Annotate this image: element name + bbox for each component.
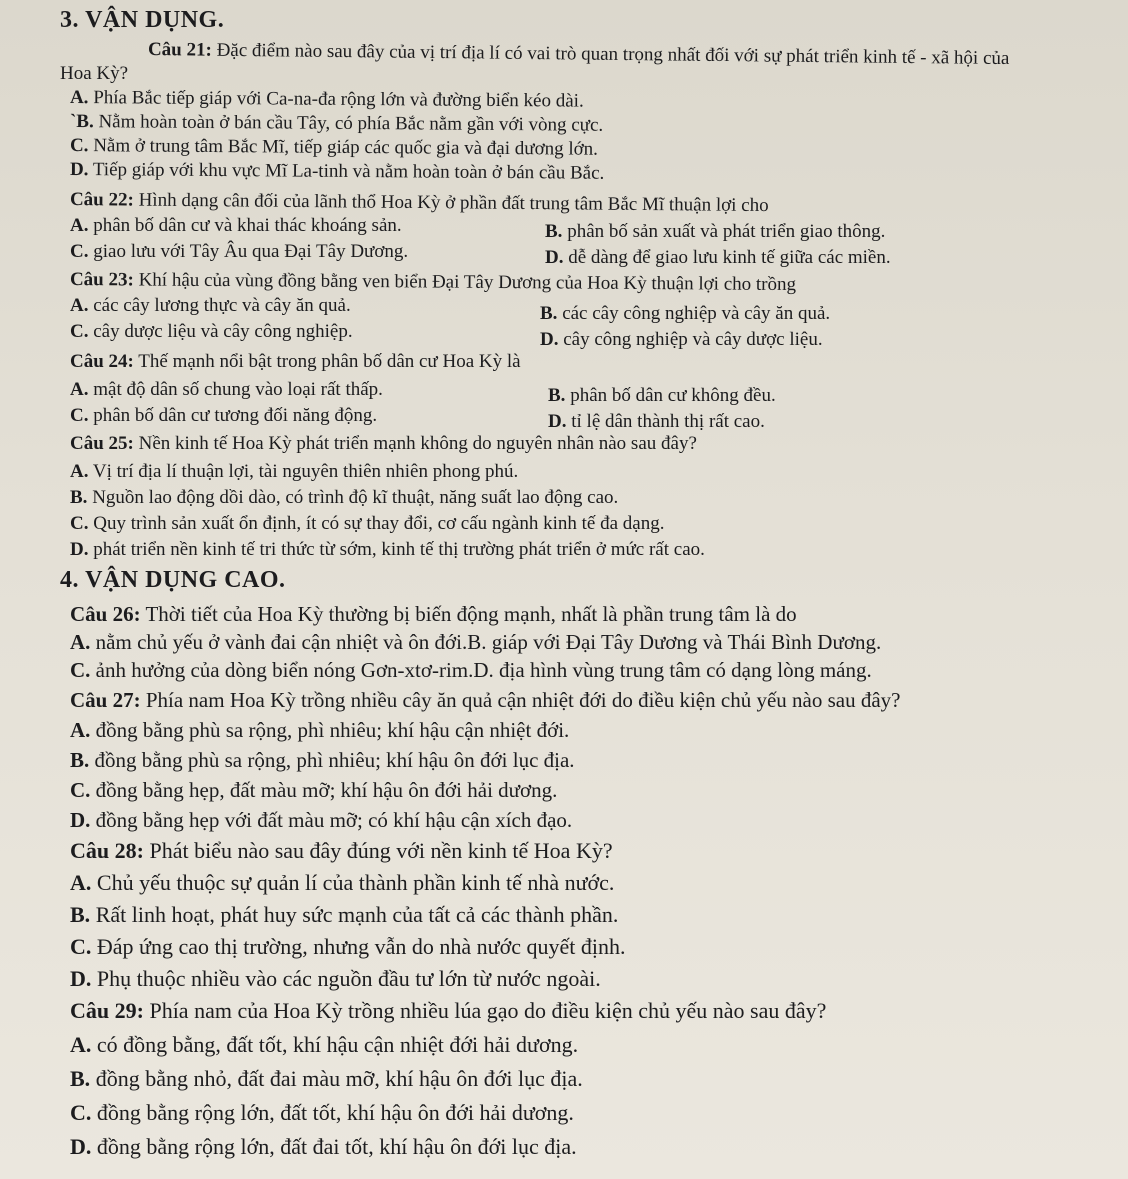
question-22-stem — [70, 190, 769, 215]
option-c: C. Đáp ứng cao thị trường, nhưng vẫn do nhà nước quyết định. — [70, 934, 626, 959]
option-letter: C. — [70, 1100, 92, 1125]
option-letter: A. — [70, 870, 92, 895]
option-letter: C. — [70, 405, 89, 426]
question-text: Đặc điểm nào sau đây của vị trí địa lí có vai trò quan trọng nhất đối với sự phát triển kinh tế - xã hội của — [211, 39, 1010, 70]
option-letter: C. — [70, 513, 89, 534]
option-letter: A. — [70, 718, 91, 742]
option-letter: C. — [70, 658, 91, 682]
option-a: A. có đồng bằng, đất tốt, khí hậu cận nhiệt đới hải dương. — [70, 1032, 579, 1057]
option-b: B. Rất linh hoạt, phát huy sức mạnh của tất cả các thành phần. — [70, 902, 619, 927]
option-letter: `B. — [69, 111, 94, 133]
question-label: Câu 26: — [70, 602, 141, 626]
option-d: D. cây công nghiệp và cây dược liệu. — [540, 329, 823, 350]
question-27-stem — [70, 690, 900, 711]
option-c: C. Nằm ở trung tâm Bắc Mĩ, tiếp giáp các quốc gia và đại dương lớn. — [69, 135, 599, 160]
question-29-stem — [70, 1000, 826, 1022]
question-21-stem-cont: Hoa Kỳ? — [60, 63, 129, 84]
option-letter: C. — [70, 934, 92, 959]
question-label: Câu 28: — [70, 838, 144, 863]
option-d: D. tỉ lệ dân thành thị rất cao. — [548, 411, 765, 432]
question-text: Nền kinh tế Hoa Kỳ phát triển mạnh không do nguyên nhân nào sau đây? — [133, 433, 697, 454]
option-c: C. đồng bằng rộng lớn, đất tốt, khí hậu ôn đới hải dương. — [70, 1100, 574, 1125]
option-d: D. phát triển nền kinh tế tri thức từ sớm, kinh tế thị trường phát triển ở mức rất cao. — [70, 539, 705, 560]
option-letter: B. — [70, 1066, 91, 1091]
option-d: D. Phụ thuộc nhiều vào các nguồn đầu tư lớn từ nước ngoài. — [70, 966, 601, 991]
option-b: `B. Nằm hoàn toàn ở bán cầu Tây, có phía Bắc nằm gần với vòng cực. — [69, 111, 604, 136]
option-c: C. cây dược liệu và cây công nghiệp. — [70, 321, 353, 342]
option-letter: A. — [70, 461, 89, 482]
option-letter: B. — [548, 385, 566, 406]
option-letter: A. — [70, 215, 89, 236]
question-text: Phát biểu nào sau đây đúng với nền kinh tế Hoa Kỳ? — [143, 838, 613, 863]
option-letter: D. — [548, 411, 567, 432]
option-letter: A. — [69, 87, 89, 109]
option-letter: B. — [70, 487, 88, 508]
option-letter: D. — [70, 966, 92, 991]
question-label: Câu 21: — [147, 39, 212, 61]
option-d: D. dễ dàng để giao lưu kinh tế giữa các miền. — [545, 247, 891, 268]
option-letter: D. — [545, 247, 564, 268]
option-letter: C. — [69, 135, 89, 157]
question-text: Khí hậu của vùng đồng bằng ven biển Đại Tây Dương của Hoa Kỳ thuận lợi cho trồng — [133, 269, 797, 296]
option-a: A. đồng bằng phù sa rộng, phì nhiêu; khí hậu cận nhiệt đới. — [70, 718, 570, 742]
section-heading: 4. VẬN DỤNG CAO. — [60, 567, 286, 593]
question-28-stem — [70, 840, 613, 862]
option-letter: A. — [70, 630, 91, 654]
option-c: C. giao lưu với Tây Âu qua Đại Tây Dương. — [70, 241, 409, 262]
option-letter: A. — [70, 1032, 92, 1057]
section-heading: 3. VẬN DỤNG. — [60, 7, 225, 33]
option-letter: A. — [70, 379, 89, 400]
question-label: Câu 22: — [69, 189, 134, 211]
option-b: B. Nguồn lao động dồi dào, có trình độ kĩ thuật, năng suất lao động cao. — [70, 487, 619, 508]
option-letter: D. — [70, 808, 91, 832]
question-label: Câu 29: — [70, 998, 144, 1023]
option-letter: C. — [70, 321, 89, 342]
options-c-d: C. ảnh hưởng của dòng biển nóng Gơn-xtơ-rim.D. địa hình vùng trung tâm có dạng lòng máng. — [70, 658, 872, 682]
option-letter: C. — [70, 778, 91, 802]
option-a: A. Vị trí địa lí thuận lợi, tài nguyên thiên nhiên phong phú. — [70, 461, 519, 482]
option-letter: B. — [70, 748, 90, 772]
option-d: D. đồng bằng hẹp với đất màu mỡ; có khí hậu cận xích đạo. — [70, 808, 573, 832]
question-text: Thời tiết của Hoa Kỳ thường bị biến động mạnh, nhất là phần trung tâm là do — [140, 602, 797, 626]
option-d: D. Tiếp giáp với khu vực Mĩ La-tinh và nằm hoàn toàn ở bán cầu Bắc. — [69, 159, 605, 184]
question-label: Câu 25: — [70, 433, 134, 454]
option-b: B. đồng bằng nhỏ, đất đai màu mỡ, khí hậu ôn đới lục địa. — [70, 1066, 583, 1091]
option-d: D. đồng bằng rộng lớn, đất đai tốt, khí hậu ôn đới lục địa. — [70, 1134, 577, 1159]
question-21-stem — [148, 40, 1010, 68]
option-a: A. Chủ yếu thuộc sự quản lí của thành phần kinh tế nhà nước. — [70, 870, 615, 895]
option-b: B. đồng bằng phù sa rộng, phì nhiêu; khí hậu ôn đới lục địa. — [70, 748, 575, 772]
option-a: A. Phía Bắc tiếp giáp với Ca-na-đa rộng lớn và đường biển kéo dài. — [69, 87, 584, 112]
option-letter: B. — [70, 902, 91, 927]
option-letter: B. — [540, 303, 558, 324]
question-26-stem — [70, 604, 797, 625]
option-b: B. các cây công nghiệp và cây ăn quả. — [540, 303, 831, 324]
option-c: C. đồng bằng hẹp, đất màu mỡ; khí hậu ôn đới hải dương. — [70, 778, 558, 802]
option-letter: A. — [70, 295, 89, 316]
question-label: Câu 27: — [70, 688, 141, 712]
option-c: C. Quy trình sản xuất ổn định, ít có sự thay đổi, cơ cấu ngành kinh tế đa dạng. — [70, 513, 665, 534]
option-b: B. phân bố dân cư không đều. — [548, 385, 776, 406]
question-25-stem — [70, 434, 697, 453]
option-letter: D. — [540, 329, 559, 350]
option-letter: C. — [70, 241, 89, 262]
question-label: Câu 24: — [70, 351, 134, 372]
options-a-b: A. nằm chủ yếu ở vành đai cận nhiệt và ôn đới.B. giáp với Đại Tây Dương và Thái Bình Dương. — [70, 630, 882, 654]
option-a: A. mật độ dân số chung vào loại rất thấp. — [70, 379, 383, 400]
option-c: C. phân bố dân cư tương đối năng động. — [70, 405, 378, 426]
question-23-stem — [70, 270, 796, 294]
option-a: A. các cây lương thực và cây ăn quả. — [70, 295, 351, 316]
question-24-stem — [70, 352, 521, 371]
option-letter: D. — [69, 159, 89, 181]
question-text: Phía nam Hoa Kỳ trồng nhiều cây ăn quả cận nhiệt đới do điều kiện chủ yếu nào sau đây? — [140, 688, 901, 712]
option-letter: D. — [70, 1134, 92, 1159]
option-b: B. phân bố sản xuất và phát triển giao thông. — [545, 221, 886, 242]
question-label: Câu 23: — [69, 269, 134, 291]
question-text: Hình dạng cân đối của lãnh thổ Hoa Kỳ ở phần đất trung tâm Bắc Mĩ thuận lợi cho — [133, 189, 769, 217]
option-a: A. phân bố dân cư và khai thác khoáng sản. — [70, 215, 402, 236]
question-text: Phía nam của Hoa Kỳ trồng nhiều lúa gạo do điều kiện chủ yếu nào sau đây? — [143, 998, 827, 1023]
question-text: Thế mạnh nổi bật trong phân bố dân cư Hoa Kỳ là — [133, 351, 521, 372]
option-letter: D. — [70, 539, 89, 560]
option-letter: B. — [545, 221, 563, 242]
